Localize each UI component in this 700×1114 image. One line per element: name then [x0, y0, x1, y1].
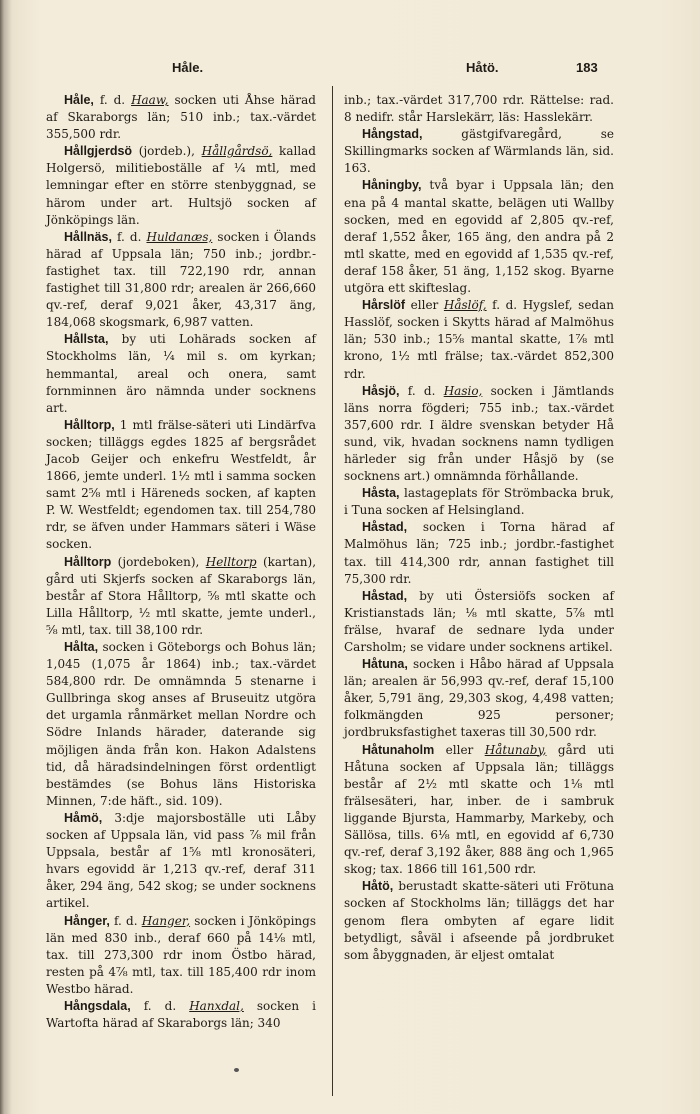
entry-headword: Håtunaholm [362, 742, 435, 757]
entry-text: by uti Östersiöfs socken af Kristianstads län; ⅛ mtl skatte, 5⅞ mtl frälse, hvaraf de sednare lyda under Carsholm; se vidare under socknens artikel. [344, 588, 614, 654]
entry-text: socken i Ölands härad af Uppsala län; 750 inb.; jordbr.-fastighet tax. till 722,190 rdr, annan fastighet till 31,800 rdr; arealen är 266,660 qv.-ref, deraf 9,021 åker, 43,317 äng, 184,068 skogsmark, 6,987 vatten. [46, 229, 316, 330]
dictionary-entry [344, 297, 614, 382]
entry-headword: Hårslöf [362, 298, 406, 313]
page-number: 183 [576, 60, 598, 75]
entry-connector: eller [434, 742, 485, 757]
entry-text: inb.; tax.-värdet 317,700 rdr. Rättelse: rad. 8 nedifr. står Harslekärr, läs: Hasslekärr. [344, 93, 614, 125]
dictionary-entry [344, 177, 614, 297]
header-right-word: Håtö. [466, 60, 499, 75]
entry-text: by uti Lohärads socken af Stockholms län, ¼ mil s. om kyrkan; hemmantal, areal och onera, samt fornminnen äro nämnda under socknens art. [46, 332, 316, 415]
dictionary-entry [344, 92, 614, 126]
dictionary-entry [344, 656, 614, 741]
entry-headword: Hålta, [64, 640, 99, 654]
entry-text: socken i Göteborgs och Bohus län; 1,045 (1,075 år 1864) inb.; tax.-värdet 584,800 rdr. De omnämnda 5 stenarne i Gullbringa skog anses af Bruseuitz utgöra det urgamla rånmärket mellan Nordre och Södre Inlands härader, daterande sig möjligen ända från kon. Hakon Adalstens tid, då häradsindelningen först ordentligt bestämdes (se Bohus läns Historiska Minnen, 7:de häft., sid. 109). [46, 640, 316, 808]
entry-connector: eller [405, 298, 444, 313]
dictionary-entry [46, 143, 316, 228]
entry-alt-name: Hanxdal, [189, 998, 244, 1013]
entry-alt-name: Helltorp [205, 554, 257, 569]
dictionary-entry [46, 810, 316, 913]
dictionary-entry [46, 639, 316, 810]
entry-headword: Hålltorp, [64, 417, 115, 432]
entry-headword: Hållnäs, [64, 229, 112, 244]
entry-headword: Håle, [64, 93, 94, 107]
entry-alt-name: Huldanæs, [146, 229, 213, 244]
dictionary-entry [344, 519, 614, 587]
entry-alt-name: Haaw, [131, 93, 169, 107]
dictionary-entry [46, 913, 316, 998]
entry-headword: Håtuna, [362, 657, 408, 672]
dictionary-entry [344, 126, 614, 177]
entry-alt-name: Hållgårdsö, [201, 144, 273, 159]
entry-headword: Håningby, [362, 178, 422, 193]
entry-connector: f. d. [109, 913, 142, 928]
entry-text: socken i Håbo härad af Uppsala län; arealen är 56,993 qv.-ref, deraf 15,100 åker, 5,791 äng, 29,303 skog, 4,498 vatten; folkmängden 925 personer; jordbruksfastighet taxeras till 30,500 rdr. [344, 657, 614, 740]
entry-headword: Håtö, [362, 879, 394, 894]
entry-text: två byar i Uppsala län; den ena på 4 mantal skatte, belägen uti Wallby socken, med en egovidd af 2,805 qv.-ref, deraf 1,552 åker, 165 äng, den andra på 2 mtl skatte, med en egovidd af 1,535 qv.-ref, deraf 158 åker, 51 äng, 1,152 skog. Byarne utgöra ett skifteslag. [344, 178, 614, 296]
dictionary-entry [344, 878, 614, 963]
entry-headword: Håstad, [362, 588, 408, 603]
entry-text: f. d. Hygslef, sedan Hasslöf, socken i Skytts härad af Malmöhus län; 530 inb.; 15⅝ mantal skatte, 1⅞ mtl krono, 1½ mtl frälse; tax.-värdet 852,300 rdr. [344, 298, 614, 381]
entry-headword: Hångstad, [362, 127, 423, 142]
dictionary-entry [46, 331, 316, 416]
left-column [46, 92, 316, 1032]
entry-text: socken i Wartofta härad af Skaraborgs län; 340 [46, 998, 316, 1031]
entry-text: 1 mtl frälse-säteri uti Lindärfva socken; tilläggs egdes 1825 af bergsrådet Jacob Geijer och enkefru Westfeldt, år 1866, jemte underl. 1½ mtl i samma socken samt 2⅝ mtl i Häreneds socken, af kapten P. W. Westfeldt; egendomen tax. till 254,780 rdr, se äfven under Hammars säteri i Wäse socken. [46, 417, 316, 552]
entry-connector: (jordeboken), [111, 554, 206, 569]
entry-text: kallad Holgersö, militieboställe af ¼ mtl, med lemningar efter en större stenbyggnad, se härom under art. Hultsjö socken af Jönköpings län. [46, 144, 316, 227]
entry-connector: f. d. [111, 229, 147, 244]
entry-headword: Håstad, [362, 520, 408, 535]
dictionary-entry [46, 417, 316, 554]
entry-alt-name: Håslöf, [443, 298, 487, 313]
entry-text: lastageplats för Strömbacka bruk, i Tuna socken af Helsingland. [344, 486, 614, 518]
entry-headword: Hållgjerdsö [64, 144, 133, 159]
dictionary-entry [46, 229, 316, 332]
entry-text: berustadt skatte-säteri uti Frötuna socken af Stockholms län; tilläggs det har genom flera ombyten af egare lidit betydligt, såväl i afseende på jordbruket som åbyggnaden, är eljest omtalat [344, 879, 614, 962]
entry-connector: f. d. [399, 383, 444, 398]
entry-alt-name: Håtunaby, [484, 742, 547, 757]
entry-alt-name: Hasio, [443, 383, 483, 398]
entry-connector: (jordeb.), [132, 144, 202, 159]
entry-text: socken uti Åhse härad af Skaraborgs län; 510 inb.; tax.-värdet 355,500 rdr. [46, 93, 316, 142]
entry-headword: Hållsta, [64, 332, 109, 347]
entry-headword: Håsta, [362, 486, 400, 501]
running-header [40, 60, 670, 82]
dictionary-entry [46, 92, 316, 143]
right-column [344, 92, 614, 964]
entry-text: socken i Jämtlands läns norra fögderi; 755 inb.; tax.-värdet 357,600 rdr. I äldre svenskan betyder Hå sund, vik, hvadan socknens namn tydligen härleder sig från under Håsjö by (se socknens art.) omnämnda förhållande. [344, 383, 614, 484]
column-divider [332, 86, 333, 1096]
dictionary-entry [344, 588, 614, 656]
entry-text: (kartan), gård uti Skjerfs socken af Skaraborgs län, består af Stora Hålltorp, ⅝ mtl skatte och Lilla Hålltorp, ½ mtl skatte, jemte underl., ⅝ mtl, tax. till 38,100 rdr. [46, 554, 317, 637]
dictionary-entry [344, 383, 614, 486]
dictionary-entry [344, 742, 614, 879]
entry-text: gård uti Håtuna socken af Uppsala län; tilläggs består af 2½ mtl skatte och 1⅛ mtl frälsesäteri, har, inber. de i sambruk liggande Bjursta, Hammarby, Markeby, och Sällösa, tills. 6⅛ mtl, en egovidd af 6,730 qv.-ref, deraf 3,192 åker, 888 äng och 1,965 skog; tax. 1866 till 161,500 rdr. [344, 742, 614, 877]
entry-text: gästgifvaregård, se Skillingmarks socken af Wärmlands län, sid. 163. [344, 127, 614, 176]
page-mark [234, 1068, 239, 1072]
entry-text: 3:dje majorsboställe uti Låby socken af Uppsala län, vid pass ⅞ mil från Uppsala, består af 1⅝ mtl kronosäteri, hvars egovidd är 1,213 qv.-ref, deraf 311 åker, 294 äng, 542 skog; se under socknens artikel. [46, 810, 316, 911]
entry-text: socken i Torna härad af Malmöhus län; 725 inb.; jordbr.-fastighet tax. till 414,300 rdr, annan fastighet till 75,300 rdr. [344, 520, 614, 586]
entry-headword: Håsjö, [362, 383, 400, 398]
dictionary-entry [344, 485, 614, 519]
entry-connector: f. d. [130, 998, 190, 1013]
dictionary-entry [46, 554, 316, 639]
entry-alt-name: Hanger, [141, 913, 191, 928]
entry-text: socken i Jönköpings län med 830 inb., deraf 660 på 14⅛ mtl, tax. till 273,300 rdr inom Östbo härad, resten på 4⅞ mtl, tax. till 185,400 rdr inom Westbo härad. [46, 913, 316, 996]
entry-headword: Hångsdala, [64, 998, 131, 1013]
entry-headword: Hånger, [64, 913, 110, 928]
entry-connector: f. d. [93, 93, 132, 107]
entry-headword: Hålltorp [64, 554, 112, 569]
header-left-word: Håle. [172, 60, 204, 75]
entry-headword: Håmö, [64, 810, 103, 825]
dictionary-entry [46, 998, 316, 1032]
